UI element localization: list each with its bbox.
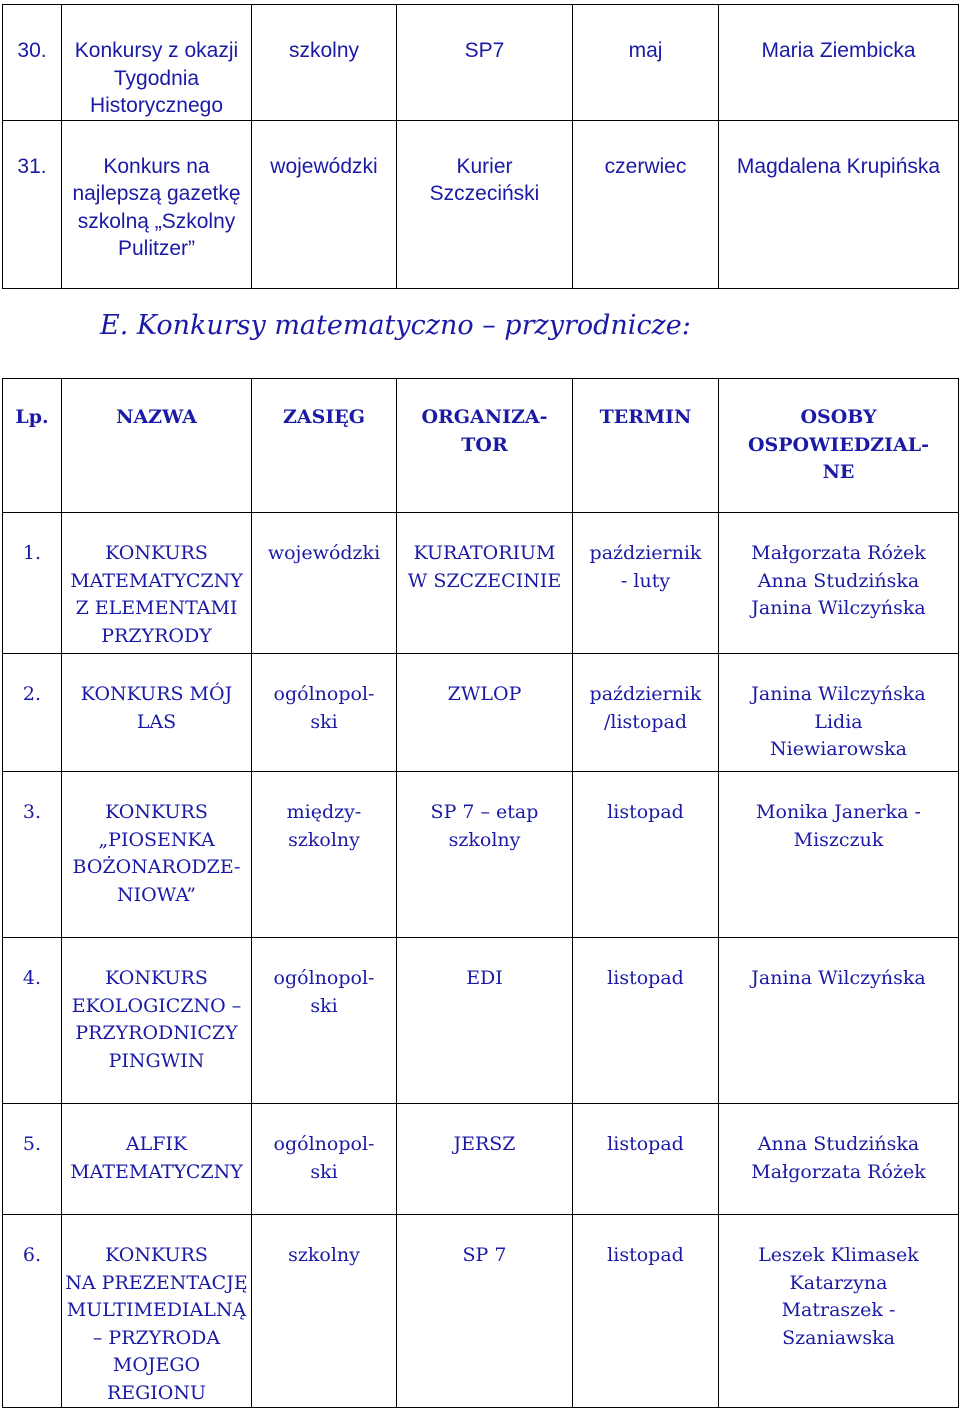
contest-date: październik - luty bbox=[573, 513, 719, 654]
header-date: TERMIN bbox=[573, 379, 719, 513]
table-row bbox=[3, 120, 959, 288]
contest-name: KONKURS EKOLOGICZNO – PRZYRODNICZY PINGWIN bbox=[62, 938, 252, 1104]
contest-scope: ogólnopol- ski bbox=[252, 938, 397, 1104]
contest-scope: wojewódzki bbox=[252, 120, 397, 288]
responsible-persons: Małgorzata Różek Anna Studzińska Janina Wilczyńska bbox=[719, 513, 959, 654]
section-heading: E. Konkursy matematyczno – przyrodnicze: bbox=[100, 310, 691, 341]
table-header-row bbox=[3, 379, 959, 513]
responsible-persons: Leszek Klimasek Katarzyna Matraszek - Szaniawska bbox=[719, 1215, 959, 1408]
table-row bbox=[3, 1104, 959, 1215]
row-number: 3. bbox=[3, 772, 62, 938]
contest-date: listopad bbox=[573, 772, 719, 938]
header-name: NAZWA bbox=[62, 379, 252, 513]
responsible-persons: Magdalena Krupińska bbox=[719, 120, 959, 288]
table-row bbox=[3, 654, 959, 772]
contest-scope: wojewódzki bbox=[252, 513, 397, 654]
contests-table bbox=[2, 378, 959, 1408]
contest-scope: ogólnopol- ski bbox=[252, 654, 397, 772]
contest-scope: między- szkolny bbox=[252, 772, 397, 938]
contest-organizer: KURATORIUM W SZCZECINIE bbox=[397, 513, 573, 654]
contest-name: Konkurs na najlepszą gazetkę szkolną „Szkolny Pulitzer” bbox=[62, 120, 252, 288]
table-row bbox=[3, 938, 959, 1104]
table-row bbox=[3, 1215, 959, 1408]
responsible-persons: Anna Studzińska Małgorzata Różek bbox=[719, 1104, 959, 1215]
contest-date: październik /listopad bbox=[573, 654, 719, 772]
header-organizer: ORGANIZA- TOR bbox=[397, 379, 573, 513]
contest-organizer: EDI bbox=[397, 938, 573, 1104]
row-number: 30. bbox=[3, 5, 62, 121]
contest-organizer: ZWLOP bbox=[397, 654, 573, 772]
header-persons: OSOBY OSPOWIEDZIAL- NE bbox=[719, 379, 959, 513]
header-scope: ZASIĘG bbox=[252, 379, 397, 513]
contest-organizer: SP 7 – etap szkolny bbox=[397, 772, 573, 938]
contest-organizer: SP7 bbox=[397, 5, 573, 121]
contest-name: Konkursy z okazji Tygodnia Historycznego bbox=[62, 5, 252, 121]
contest-organizer: Kurier Szczeciński bbox=[397, 120, 573, 288]
contest-name: ALFIK MATEMATYCZNY bbox=[62, 1104, 252, 1215]
row-number: 2. bbox=[3, 654, 62, 772]
row-number: 4. bbox=[3, 938, 62, 1104]
responsible-persons: Janina Wilczyńska Lidia Niewiarowska bbox=[719, 654, 959, 772]
row-number: 6. bbox=[3, 1215, 62, 1408]
contest-organizer: SP 7 bbox=[397, 1215, 573, 1408]
contest-date: czerwiec bbox=[573, 120, 719, 288]
contest-name: KONKURS „PIOSENKA BOŻONARODZE- NIOWA” bbox=[62, 772, 252, 938]
responsible-persons: Maria Ziembicka bbox=[719, 5, 959, 121]
table-row bbox=[3, 5, 959, 121]
contest-date: listopad bbox=[573, 1215, 719, 1408]
contest-date: listopad bbox=[573, 938, 719, 1104]
contest-name: KONKURS MÓJ LAS bbox=[62, 654, 252, 772]
table-row bbox=[3, 513, 959, 654]
contest-organizer: JERSZ bbox=[397, 1104, 573, 1215]
responsible-persons: Monika Janerka - Miszczuk bbox=[719, 772, 959, 938]
previous-section-table bbox=[2, 4, 959, 289]
contest-scope: szkolny bbox=[252, 5, 397, 121]
table-row bbox=[3, 772, 959, 938]
header-lp: Lp. bbox=[3, 379, 62, 513]
row-number: 1. bbox=[3, 513, 62, 654]
contest-scope: ogólnopol- ski bbox=[252, 1104, 397, 1215]
contest-date: maj bbox=[573, 5, 719, 121]
row-number: 5. bbox=[3, 1104, 62, 1215]
contest-date: listopad bbox=[573, 1104, 719, 1215]
contest-scope: szkolny bbox=[252, 1215, 397, 1408]
responsible-persons: Janina Wilczyńska bbox=[719, 938, 959, 1104]
row-number: 31. bbox=[3, 120, 62, 288]
contest-name: KONKURS MATEMATYCZNY Z ELEMENTAMI PRZYRODY bbox=[62, 513, 252, 654]
contest-name: KONKURS NA PREZENTACJĘ MULTIMEDIALNĄ – PRZYRODA MOJEGO REGIONU bbox=[62, 1215, 252, 1408]
